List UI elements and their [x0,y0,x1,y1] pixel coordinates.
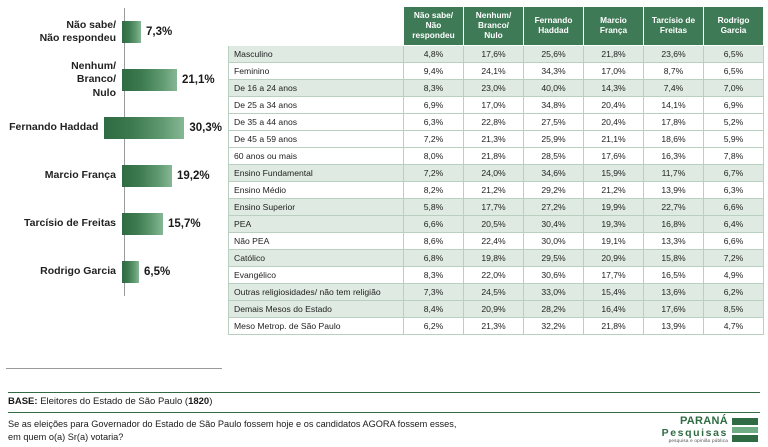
table-row[interactable] [229,79,764,96]
table-column-header[interactable]: Marcio França [584,7,644,46]
bar-row [0,104,222,152]
bar-category-label: Tarcísio de Freitas [23,217,116,230]
table-cell-value: 16,8% [644,215,704,232]
table-cell-value: 22,8% [464,113,524,130]
logo-text [646,416,728,443]
bar-value-label: 21,1% [182,74,215,86]
table-cell-value: 8,4% [404,300,464,317]
table-cell-value: 21,8% [584,45,644,62]
bar-value-label: 7,3% [146,26,173,38]
table-cell-value: 13,9% [644,317,704,334]
table-cell-value: 15,4% [584,283,644,300]
table-row-label: De 25 a 34 anos [229,96,404,113]
table-cell-value: 22,7% [644,198,704,215]
bar-row [0,152,222,200]
table-cell-value: 5,8% [404,198,464,215]
table-cell-value: 8,7% [644,62,704,79]
question-text [8,418,568,445]
table-cell-value: 7,3% [404,283,464,300]
bar-fill [122,165,172,187]
table-cell-value: 5,2% [704,113,764,130]
table-row-label: De 35 a 44 anos [229,113,404,130]
table-cell-value: 25,6% [524,45,584,62]
table-row[interactable] [229,232,764,249]
table-cell-value: 16,5% [644,266,704,283]
table-row-label: De 45 a 59 anos [229,130,404,147]
bar-value-label: 30,3% [189,122,222,134]
logo-mark-icon [732,418,758,442]
table-cell-value: 34,8% [524,96,584,113]
table-cell-value: 34,3% [524,62,584,79]
table-cell-value: 30,0% [524,232,584,249]
footer-divider-top [8,392,760,393]
table-column-header[interactable]: Nenhum/ Branco/ Nulo [464,7,524,46]
footer-divider-bottom [8,412,760,413]
table-cell-value: 6,8% [404,249,464,266]
table-row[interactable] [229,164,764,181]
table-cell-value: 8,0% [404,147,464,164]
table-cell-value: 15,8% [644,249,704,266]
table-cell-value: 14,1% [644,96,704,113]
table-cell-value: 7,2% [404,130,464,147]
table-cell-value: 6,2% [404,317,464,334]
table-cell-value: 29,2% [524,181,584,198]
table-row-label: Ensino Superior [229,198,404,215]
table-cell-value: 30,6% [524,266,584,283]
table-row-label: Ensino Fundamental [229,164,404,181]
table-cell-value: 7,4% [644,79,704,96]
bar-row [0,8,222,56]
table-cell-value: 22,4% [464,232,524,249]
table-cell-value: 17,7% [464,198,524,215]
table-cell-value: 22,0% [464,266,524,283]
bar-value-label: 6,5% [144,266,171,278]
table-column-header[interactable]: Fernando Haddad [524,7,584,46]
table-row[interactable] [229,300,764,317]
bar-row [0,56,222,104]
bar-track [122,56,222,104]
table-cell-value: 21,3% [464,317,524,334]
bar-track [122,152,222,200]
table-cell-value: 23,6% [644,45,704,62]
table-cell-value: 28,5% [524,147,584,164]
table-cell-value: 8,2% [404,181,464,198]
table-cell-value: 19,1% [584,232,644,249]
bar-track [104,104,222,152]
table-cell-value: 7,8% [704,147,764,164]
bar-track [122,8,222,56]
table-cell-value: 19,8% [464,249,524,266]
table-cell-value: 23,0% [464,79,524,96]
table-cell-value: 7,2% [404,164,464,181]
table-cell-value: 6,9% [704,96,764,113]
table-row[interactable] [229,113,764,130]
bar-fill [104,117,184,139]
table-row-label: Ensino Médio [229,181,404,198]
table-cell-value: 34,6% [524,164,584,181]
table-cell-value: 19,9% [584,198,644,215]
table-row[interactable] [229,249,764,266]
bar-category-label: Nenhum/ Branco/ Nulo [71,60,116,99]
table-row-label: Masculino [229,45,404,62]
bar-category-label: Rodrigo Garcia [40,265,116,278]
table-cell-value: 13,3% [644,232,704,249]
base-close: ) [209,396,213,407]
table-cell-value: 17,0% [464,96,524,113]
table-cell-value: 8,6% [404,232,464,249]
table-cell-value: 6,3% [704,181,764,198]
bar-fill [122,69,177,91]
table-cell-value: 6,5% [704,45,764,62]
table-cell-value: 20,4% [584,113,644,130]
table-row-label: Outras religiosidades/ não tem religião [229,283,404,300]
table-row[interactable] [229,283,764,300]
table-row[interactable] [229,62,764,79]
base-value: 1820 [188,396,210,407]
table-cell-value: 6,6% [404,215,464,232]
table-cell-value: 9,4% [404,62,464,79]
bar-track [122,200,222,248]
table-cell-value: 6,6% [704,198,764,215]
base-text: Eleitores do Estado de São Paulo ( [37,396,189,407]
table-row[interactable] [229,215,764,232]
table-cell-value: 6,2% [704,283,764,300]
table-row[interactable] [229,130,764,147]
table-cell-value: 40,0% [524,79,584,96]
logo-line-2: Pesquisas [661,426,728,439]
table-cell-value: 21,1% [584,130,644,147]
table-row[interactable] [229,181,764,198]
table-cell-value: 17,0% [584,62,644,79]
table-column-header[interactable]: Não sabe/ Não respondeu [404,7,464,46]
table-cell-value: 8,5% [704,300,764,317]
table-cell-value: 4,8% [404,45,464,62]
table-cell-value: 17,8% [644,113,704,130]
table-cell-value: 21,2% [584,181,644,198]
table-row-label: De 16 a 24 anos [229,79,404,96]
bar-category-label: Não sabe/ Não respondeu [39,18,116,44]
table-cell-value: 19,3% [584,215,644,232]
table-cell-value: 28,2% [524,300,584,317]
table-cell-value: 7,2% [704,249,764,266]
logo-line-3: pesquisa e opinião pública [668,437,728,443]
table-row[interactable] [229,266,764,283]
table-cell-value: 18,6% [644,130,704,147]
table-cell-value: 15,9% [584,164,644,181]
table-cell-value: 21,8% [464,147,524,164]
table-cell-value: 17,6% [644,300,704,317]
question-line-1: Se as eleições para Governador do Estado de São Paulo fossem hoje e os candidatos AGORA fossem esses, [8,419,457,429]
table-row[interactable] [229,198,764,215]
table-column-header[interactable]: Tarcísio de Freitas [644,7,704,46]
table-cell-value: 33,0% [524,283,584,300]
table-row-label: Não PEA [229,232,404,249]
table-column-header[interactable]: Rodrigo Garcia [704,7,764,46]
bar-fill [122,213,163,235]
table-row-label: Feminino [229,62,404,79]
table-cell-value: 17,6% [584,147,644,164]
table-row-label: Meso Metrop. de São Paulo [229,317,404,334]
table-cell-value: 8,3% [404,79,464,96]
table-cell-value: 16,4% [584,300,644,317]
table-row[interactable] [229,317,764,334]
table-cell-value: 17,6% [464,45,524,62]
bar-row [0,200,222,248]
table-body [229,45,764,334]
table-cell-value: 29,5% [524,249,584,266]
table-cell-value: 20,4% [584,96,644,113]
bar-chart [0,8,222,368]
parana-pesquisas-logo [646,416,758,444]
bar-value-label: 15,7% [168,218,201,230]
logo-line-1: PARANÁ [679,415,728,428]
table-row-label: Demais Mesos do Estado [229,300,404,317]
table-cell-value: 4,9% [704,266,764,283]
bar-row [0,248,222,296]
table-cell-value: 6,3% [404,113,464,130]
table-cell-value: 17,7% [584,266,644,283]
table-cell-value: 24,1% [464,62,524,79]
table-cell-value: 16,3% [644,147,704,164]
table-header-row [229,7,764,46]
table-cell-value: 6,5% [704,62,764,79]
table-cell-value: 13,9% [644,181,704,198]
table-cell-value: 25,9% [524,130,584,147]
table-cell-value: 32,2% [524,317,584,334]
bar-track [122,248,222,296]
table-cell-value: 20,9% [464,300,524,317]
table-cell-value: 20,5% [464,215,524,232]
table-cell-value: 20,9% [584,249,644,266]
table-cell-value: 6,9% [404,96,464,113]
table-cell-value: 27,2% [524,198,584,215]
table-cell-value: 8,3% [404,266,464,283]
table-cell-value: 11,7% [644,164,704,181]
bar-fill [122,261,139,283]
table-cell-value: 7,0% [704,79,764,96]
bar-chart-baseline [6,368,222,369]
table-row[interactable] [229,96,764,113]
table-row[interactable] [229,45,764,62]
base-note [8,396,212,407]
table-cell-value: 24,5% [464,283,524,300]
table-cell-value: 24,0% [464,164,524,181]
table-row-label: Evangélico [229,266,404,283]
table-corner-cell [229,7,404,46]
table-cell-value: 6,4% [704,215,764,232]
bar-value-label: 19,2% [177,170,210,182]
crosstab-table [228,6,764,335]
table-cell-value: 4,7% [704,317,764,334]
table-row[interactable] [229,147,764,164]
bar-fill [122,21,141,43]
table-cell-value: 21,8% [584,317,644,334]
bar-category-label: Fernando Haddad [9,121,99,134]
table-cell-value: 13,6% [644,283,704,300]
question-line-2: em quem o(a) Sr(a) votaria? [8,432,124,443]
table-cell-value: 5,9% [704,130,764,147]
base-label: BASE: [8,396,38,407]
table-cell-value: 6,7% [704,164,764,181]
table-cell-value: 14,3% [584,79,644,96]
table-row-label: Católico [229,249,404,266]
table-cell-value: 27,5% [524,113,584,130]
table-header [229,7,764,46]
table-cell-value: 30,4% [524,215,584,232]
crosstab-panel [228,6,763,335]
table-cell-value: 6,6% [704,232,764,249]
table-cell-value: 21,3% [464,130,524,147]
table-row-label: 60 anos ou mais [229,147,404,164]
table-cell-value: 21,2% [464,181,524,198]
table-row-label: PEA [229,215,404,232]
bar-category-label: Marcio França [44,169,116,182]
